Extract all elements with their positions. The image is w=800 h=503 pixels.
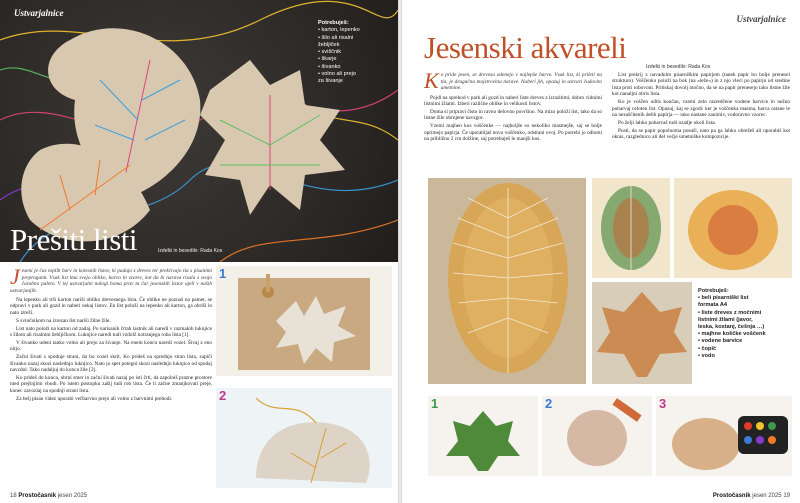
leaf-rubbing [674, 178, 792, 278]
supplies-item: • šilo ali risalni [318, 34, 354, 41]
section-tag: Ustvarjalnice [736, 14, 786, 24]
dropcap: K [424, 68, 439, 93]
supplies-title: Potrebuješ: [318, 20, 349, 26]
body-paragraph: Ko je voščen odtis končan, vzemi zelo razredčene vodene barvice in nežno pobarvaj celoten list. Opazuj, kaj se zgodi: ker je voščenka mastna, barva ostane le na nezaščitenih delih papirja — tako nastane zanimiv, vodoravno vzorec. [612, 99, 790, 118]
watercolor-leaf-large [428, 178, 586, 384]
supplies-item: • šivanko [318, 63, 341, 70]
supplies-item: listnimi žilami (javor, [698, 316, 753, 323]
leaf-rubbing [592, 178, 670, 278]
page-footer [10, 493, 87, 499]
body-paragraph: Doma si pripravi čisto in ravno delovno površino. Na mizo položi list, tako da so listne žile obrnjene navzgor. [424, 108, 602, 122]
supplies-item: • vodene barvice [698, 338, 743, 345]
body-paragraph: Začni šivati s spodnje strani, da bo vozel skrit. Ko prideš na sprednjo stran lista, zapiči šivanko nazaj skozi naslednjo luknjico. Nato jo spet potegni skozi naslednjo luknjico od spodaj navzdol. Tako nadaljuj do konca žile [2]. [10, 354, 212, 374]
body-paragraph: List nato položi na karton od zadaj. Po narisanih črtah lastnik ali naredi v razmakih luknjice s šilom ali risalnim žebljičkom. Luknjice naredi tudi vzdolž notranjega roba lista [1]. [10, 325, 212, 339]
left-page [0, 0, 398, 503]
page-footer [713, 493, 790, 499]
dropcap: J [10, 264, 20, 289]
body-paragraph: Ko prideš do konca, obrni smer in začni šivati nazaj po isti črti, da zapolniš prazne prostore med prejšnjimi vbodi. Po istem postopku zašij tudi rob lista. Če ti začne zmanjkovati preje, konec zavozlaj na spodnji strani lista. [10, 374, 212, 394]
step-photo-1 [216, 266, 392, 376]
supplies-item: formata A4 [698, 302, 728, 309]
intro-paragraph: Ko pride jesen, se drevesa odenejo v najlepše barve. Vsak list, ki prileti na tla, je drugačna mojstrovina narave. Naberi jih, opazuj in ustvari čudovito umetnine. [424, 68, 602, 93]
supplies-box [698, 288, 794, 360]
watercolor-leaf-4 [592, 282, 692, 384]
green-leaf [428, 396, 538, 476]
step-photo-3 [656, 396, 792, 476]
body-paragraph: Pojdi na sprehod v park ali gozd in naberi liste dreves z izrazitimi, dobro vidnimi listnimi žilami. Izberi različne oblike in velikosti listov. [424, 94, 602, 107]
supplies-item: • karton, lepenko [318, 27, 360, 34]
step-number: 3 [659, 396, 667, 411]
magazine-name: Prostočasnik [18, 493, 57, 499]
step-number: 1 [219, 266, 227, 281]
supplies-item: • beli pisarniški list [698, 295, 749, 302]
body-paragraph: Pusti, da se papir popolnoma posuši, nato pa ga lahko obrežeš ali uporabiš kot okras, razglednico ali del večje umetniške kompozicije. [612, 127, 790, 141]
step-number: 2 [545, 396, 553, 411]
supplies-item: • čopič [698, 345, 717, 352]
cardboard-maple-leaf [216, 266, 392, 376]
article-column-1 [424, 68, 602, 144]
step-photo-2 [542, 396, 652, 476]
step-number: 1 [431, 396, 439, 411]
right-page [402, 0, 800, 503]
section-tag: Ustvarjalnice [14, 8, 64, 18]
article-title: Jesenski akvareli [424, 30, 627, 65]
article-body [10, 264, 212, 404]
issue: jesen 2025 [57, 493, 88, 499]
byline: Izdelki in besedilo: Rada Kos [646, 64, 711, 70]
supplies-item: • vodo [698, 352, 715, 359]
page-number: 19 [783, 493, 790, 499]
crayon-rubbing [542, 396, 652, 476]
hero-photo-stitched-leaves [0, 0, 398, 262]
intro-paragraph: Jeseni je čas toplih barv in kolesnih listov, ki padajo z dreves ter prekrivajo tla s pisanimi preprogami. Vsak list ima svojo obliko, barvo in vzorec, kot da bi narava risala s svojo čarobno paleto. V tej ustvarjalni nalogi boma prav ta čar jesenskih listov ujeli v naših ustvarjanjih. [10, 264, 212, 294]
step-photo-2 [216, 388, 392, 488]
issue: jesen 2025 [752, 493, 782, 499]
body-paragraph: Na lepenko ali trši karton nariši obliko drevesnega lista. Če oblike ne poznaš na pamet, se odpravi v park ali gozd in naberi nekaj listov. En list položi na lepenko ali karton, ga obriši in nato izreži. [10, 297, 212, 316]
supplies-item: • sviščnik [318, 49, 342, 56]
watercolor-palette [656, 396, 792, 476]
byline: Izdelki in besedilo: Rada Kos [158, 248, 223, 254]
supplies-item: • liste dreves z močnimi [698, 309, 762, 316]
supplies-item: • majhne koščke voščenk [698, 331, 766, 338]
step-number: 2 [219, 388, 227, 403]
magazine-name: Prostočasnik [712, 493, 751, 499]
supplies-item: leska, kostanj, češnja …) [698, 324, 765, 331]
body-paragraph: List prekrij z navadnim pisarniškim papirjem (tanek papir bo bolje prenesel strukturo). Voščenko položi na bok (na «leže») in z njo vleci po papirju od sredine lista proti robovom. Pritiskaj dovolj močno, da se na papir prenesejo tako listne žile kot nanaljni obris lista. [612, 72, 790, 98]
article-title: Prešiti listi [10, 222, 137, 257]
watercolor-leaf-2 [592, 178, 670, 278]
supplies-item: žebljiček [318, 41, 340, 48]
supplies-box [318, 20, 396, 86]
article-column-2 [612, 72, 790, 142]
supplies-item: za šivanje [318, 78, 343, 85]
supplies-title: Potrebuješ: [698, 288, 729, 294]
supplies-item: • škarje [318, 56, 337, 63]
step-photo-1 [428, 396, 538, 476]
body-paragraph: V šivanko udeni tanko volno ali prejo za šivanje. Na enem koncu naredi vozel. Šivaj z eno nitjo. [10, 339, 212, 353]
stitching-leaf [216, 388, 392, 488]
leaf-rubbing [592, 282, 692, 384]
body-paragraph: Za belj pisan videz uporabi večbarvno prejo ali volno z barvnimi prehodi. [16, 395, 173, 402]
page-number: 18 [10, 493, 17, 499]
watercolor-leaf-3 [674, 178, 792, 278]
body-paragraph: S svinčnikom na izrezan list nariši žilne žile. [16, 317, 111, 324]
leaf-rubbing [428, 178, 586, 384]
body-paragraph: Po želji lahko pobarvaš tudi ozadje okoli lista. [618, 119, 716, 126]
body-paragraph: Vzemi majhen kos voščenke — najboljše so nekoliko mastnejše, saj se bolje oprimejo papirja. Če uporabljaš novo voščenko, odstrani ovoj. Po potrebi jo odlomi na približno 2 cm dolžine, saj potrebuješ le manjši kos. [424, 123, 602, 142]
supplies-item: • volno ali prejo [318, 71, 357, 78]
